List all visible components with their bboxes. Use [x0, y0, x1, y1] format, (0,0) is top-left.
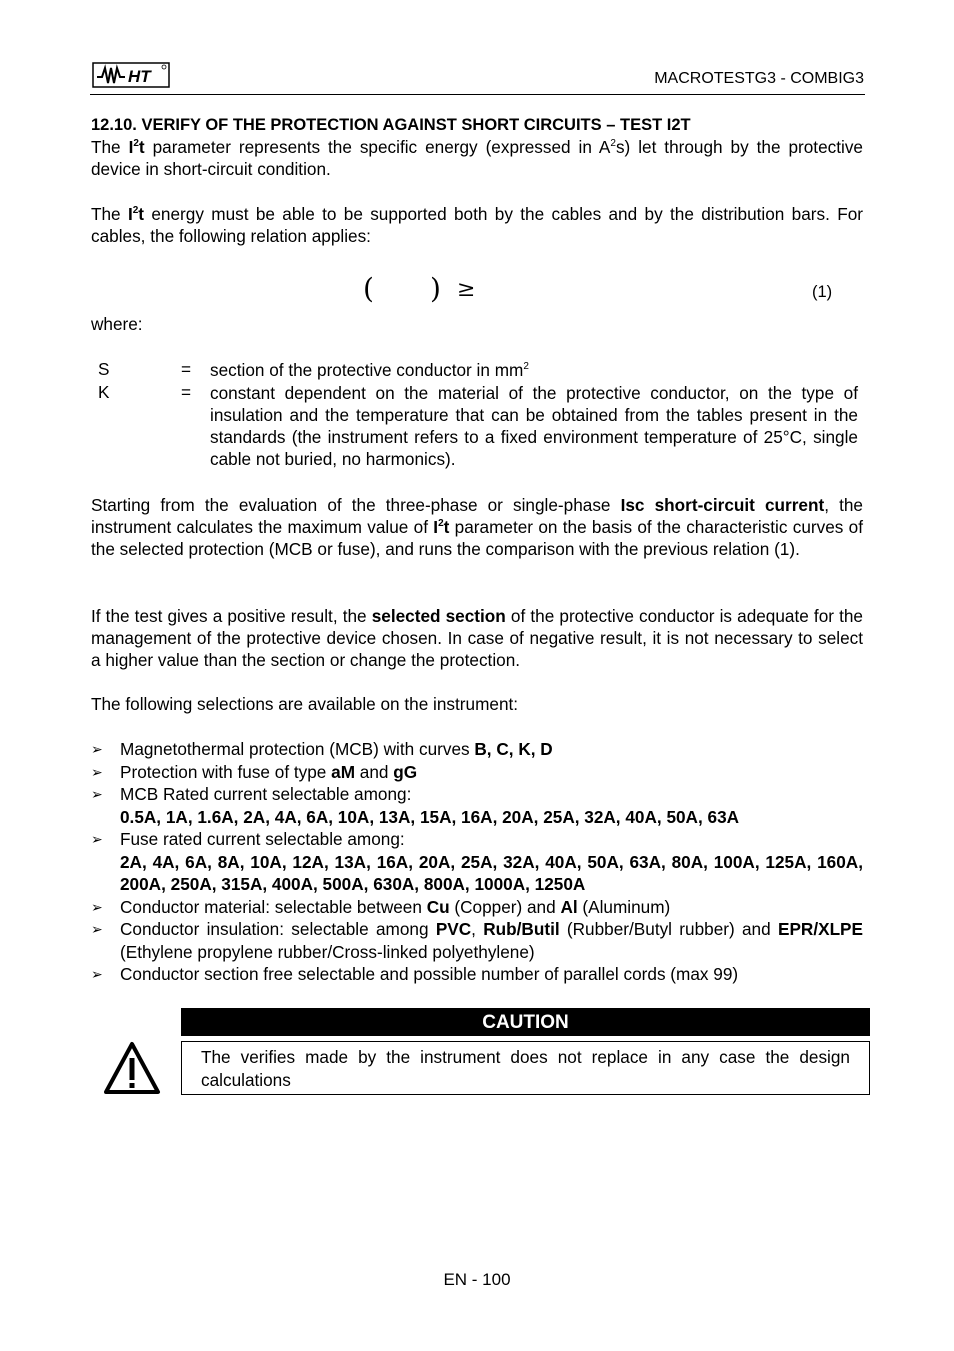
definition-symbol: K — [98, 382, 110, 402]
paragraph-evaluation: Starting from the evaluation of the three-phase or single-phase Isc short-circuit current, the instrument calculates the maximum value of $I^2t$ parameter on the basis of the characteristic curves of the selected protection (MCB or fuse), and runs the comparison with the previous relation (1). — [91, 495, 864, 559]
bullet-arrow-icon: ➢ — [91, 921, 103, 937]
list-item: ➢ MCB Rated current selectable among: 0.5A, 1A, 1.6A, 2A, 4A, 6A, 10A, 13A, 15A, 16A, 20A, 25A, 32A, 40A, 50A, 63A — [91, 784, 740, 827]
header-divider — [90, 94, 865, 95]
bullet-arrow-icon: ➢ — [91, 786, 103, 802]
formula-close-paren: ) — [430, 272, 441, 305]
definition-text: constant dependent on the material of the protective conductor, on the type of insulation and the temperature that can be obtained from the tables present in the standards (the instrument refers to a fixed environment temperature of 25°C, single cable not buried, no harmonics). — [210, 383, 858, 469]
definition-equals: = — [181, 382, 192, 402]
caution-box — [181, 1041, 870, 1095]
paragraph-selections-intro: The following selections are available on the instrument: — [91, 694, 519, 714]
list-item: ➢ Protection with fuse of type aM and gG — [91, 761, 418, 782]
list-item: ➢ Conductor section free selectable and possible number of parallel cords (max 99) — [91, 964, 739, 984]
bullet-arrow-icon: ➢ — [91, 741, 103, 757]
bullet-arrow-icon: ➢ — [91, 966, 103, 982]
list-item: ➢ Conductor material: selectable between Cu (Copper) and Al (Aluminum) — [91, 896, 671, 917]
definition-text: section of the protective conductor in $mm^2$ — [210, 360, 529, 380]
list-item: ➢ Conductor insulation: selectable among PVC, Rub/Butil (Rubber/Butyl rubber) and EPR/XLPE (Ethylene propylene rubber/Cross-linked polyethylene) — [91, 919, 863, 962]
caution-title: CAUTION — [181, 1008, 870, 1036]
logo-text: HT — [128, 67, 151, 86]
warning-triangle-icon — [103, 1041, 161, 1095]
selection-list — [91, 738, 863, 986]
caution-text: The verifies made by the instrument does not replace in any case the design calculations — [201, 1047, 850, 1090]
ht-logo — [92, 62, 170, 88]
page-number: EN - 100 — [443, 1270, 511, 1289]
formula-reference: (1) — [812, 283, 833, 301]
where-label: where: — [91, 314, 143, 334]
document-title: MACROTESTG3 - COMBIG3 — [654, 70, 864, 87]
definition-symbol: S — [98, 359, 110, 379]
bullet-arrow-icon: ➢ — [91, 763, 103, 780]
definition-equals: = — [181, 359, 192, 379]
bullet-arrow-icon: ➢ — [91, 898, 103, 915]
paragraph-result: If the test gives a positive result, the selected section of the protective conductor is adequate for the management of the protective device chosen. In case of negative result, it is not necessary to select a higher value than the section or change the protection. — [91, 606, 863, 670]
list-item: ➢ Magnetothermal protection (MCB) with curves B, C, K, D — [91, 739, 553, 759]
paragraph-i2t-cables: The $I^2t$ energy must be able to be supported both by the cables and by the distribution bars. For cables, the following relation applies: — [91, 204, 863, 246]
formula-geq: ≥ — [457, 277, 476, 302]
section-heading: 12.10. VERIFY OF THE PROTECTION AGAINST SHORT CIRCUITS – TEST I2T — [91, 116, 691, 134]
list-item: ➢ Fuse rated current selectable among: 2A, 4A, 6A, 8A, 10A, 12A, 13A, 16A, 20A, 25A, 32A, 40A, 50A, 63A, 80A, 100A, 125A, 160A, 200A, 250A, 315A, 400A, 500A, 630A, 800A, 1000A, 1250A — [91, 829, 863, 894]
formula-open-paren: ( — [363, 272, 374, 305]
bullet-arrow-icon: ➢ — [91, 831, 103, 847]
paragraph-i2t-definition: The $I^2t$ parameter represents the specific energy (expressed in $A^2s$) let through by the protective device in short-circuit condition. — [91, 137, 863, 179]
